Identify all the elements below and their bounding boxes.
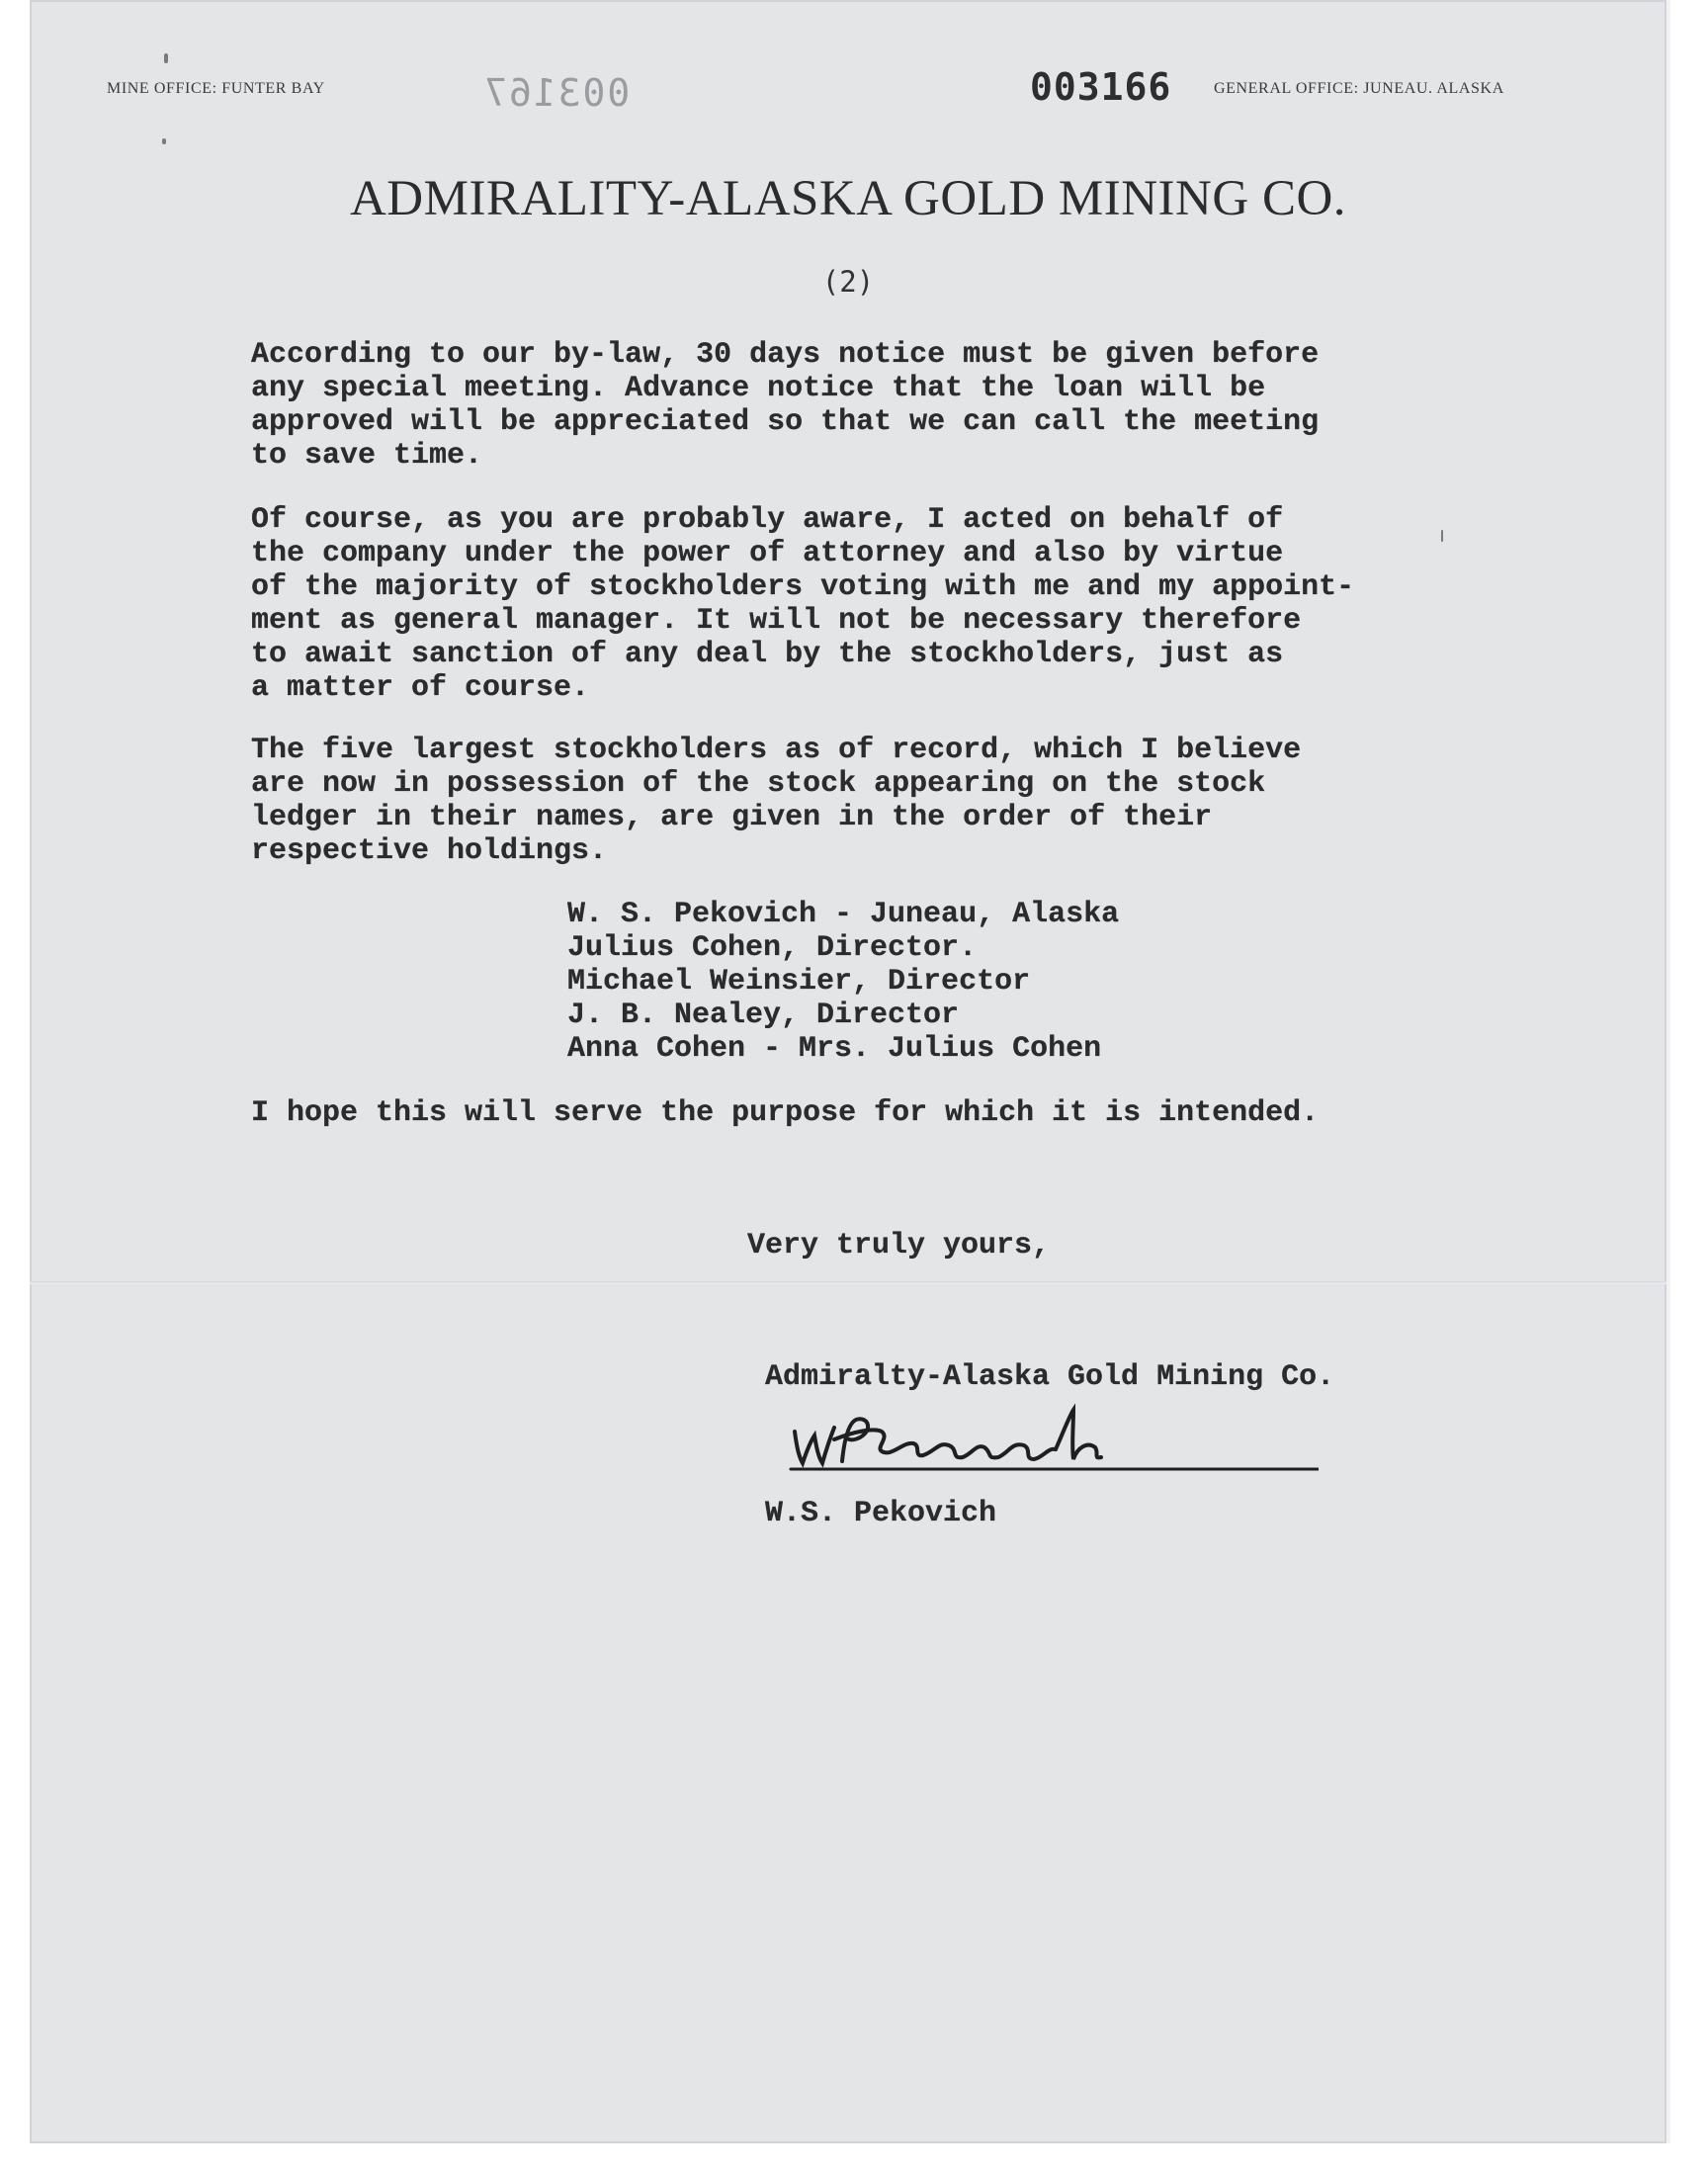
letter-page (30, 0, 1666, 2143)
closing-salutation: Very truly yours, (747, 1229, 1051, 1262)
text-line: respective holdings. (251, 834, 608, 868)
paper-fold-line (30, 1281, 1666, 1284)
text-line: According to our by-law, 30 days notice must be given before (251, 338, 1320, 372)
text-line: Of course, as you are probably aware, I acted on behalf of (251, 503, 1284, 537)
reversed-stamp-number: 003167 (482, 71, 631, 115)
paper-speck (164, 53, 168, 63)
general-office-label: GENERAL OFFICE: JUNEAU. ALASKA (1214, 80, 1504, 97)
stockholder-entry: W. S. Pekovich - Juneau, Alaska (567, 898, 1120, 931)
text-line: ment as general manager. It will not be necessary therefore (251, 604, 1302, 638)
signature-company: Admiralty-Alaska Gold Mining Co. (765, 1360, 1335, 1394)
text-line: of the majority of stockholders voting with me and my appoint- (251, 570, 1355, 604)
text-line: are now in possession of the stock appearing on the stock (251, 767, 1266, 801)
text-line: to save time. (251, 439, 483, 473)
text-line: any special meeting. Advance notice that the loan will be (251, 372, 1266, 405)
text-line: ledger in their names, are given in the order of their (251, 801, 1213, 834)
paragraph-stockholders-intro (251, 734, 1301, 868)
paragraph-closing-hope: I hope this will serve the purpose for which it is intended. (251, 1096, 1320, 1130)
paper-speck (1441, 530, 1443, 542)
text-line: approved will be appreciated so that we can call the meeting (251, 405, 1320, 439)
text-line: the company under the power of attorney and also by virtue (251, 537, 1284, 570)
stamp-number: 003166 (1030, 65, 1172, 109)
text-line: a matter of course. (251, 671, 590, 705)
text-line: The five largest stockholders as of record, which I believe (251, 734, 1302, 767)
paragraph-bylaw-notice (251, 338, 1319, 473)
company-title: ADMIRALITY-ALASKA GOLD MINING CO. (349, 171, 1347, 226)
stockholder-entry: Anna Cohen - Mrs. Julius Cohen (567, 1032, 1102, 1066)
signer-name: W.S. Pekovich (765, 1497, 997, 1530)
handwritten-signature (765, 1402, 1319, 1481)
text-line: to await sanction of any deal by the stockholders, just as (251, 638, 1284, 671)
stockholders-list (567, 898, 1119, 1066)
stockholder-entry: J. B. Nealey, Director (567, 999, 960, 1032)
stockholder-entry: Julius Cohen, Director. (567, 931, 978, 965)
mine-office-label: MINE OFFICE: FUNTER BAY (107, 80, 325, 97)
page-number: (2) (821, 265, 875, 299)
paper-speck (162, 138, 166, 144)
stockholder-entry: Michael Weinsier, Director (567, 965, 1031, 999)
paragraph-power-of-attorney (251, 503, 1354, 705)
